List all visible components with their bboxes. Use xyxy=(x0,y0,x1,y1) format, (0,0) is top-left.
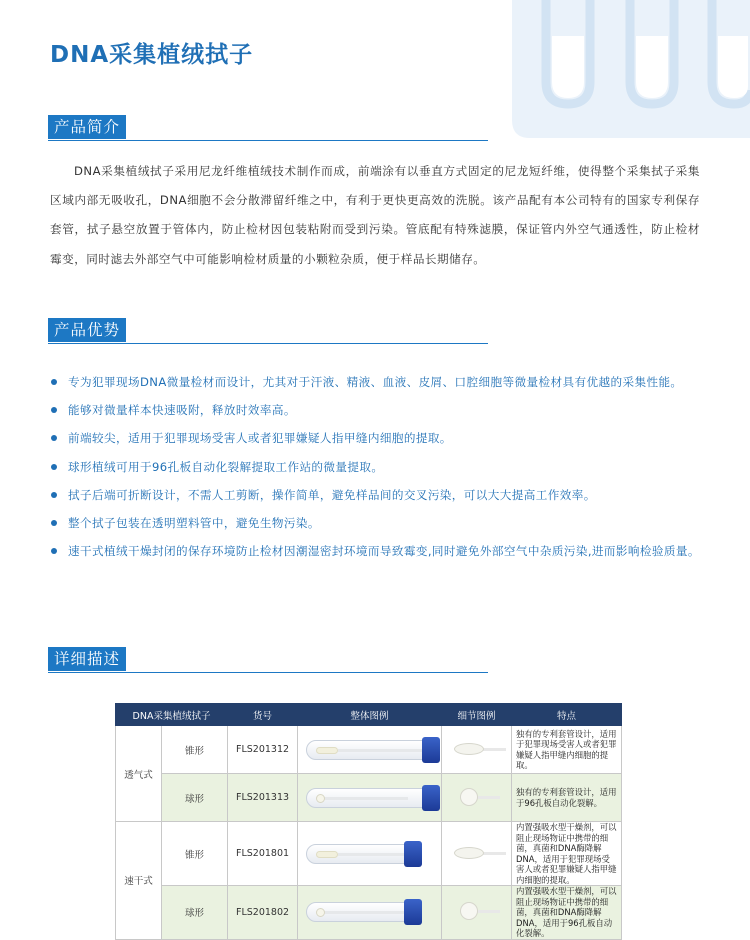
list-item: 拭子后端可折断设计，不需人工剪断，操作简单，避免样品间的交叉污染，可以大大提高工作效率。 xyxy=(50,481,700,509)
product-table xyxy=(115,703,622,940)
shape-cell: 锥形 xyxy=(162,726,228,774)
section-title-intro: 产品简介 xyxy=(48,115,126,139)
intro-paragraph: DNA采集植绒拭子采用尼龙纤维植绒技术制作而成，前端涂有以垂直方式固定的尼龙短纤维，使得整个采集拭子采集区域内部无吸收孔，DNA细胞不会分散滞留纤维之中，有利于更快更高效的洗脱。该产品配有本公司特有的国家专利保存套管，拭子悬空放置于管体内，防止检材因包装粘附而受到污染。管底配有特殊滤膜，保证管内外空气通透性，防止检材霉变，同时滤去外部空气中可能影响检材质量的小颗粒杂质，便于样品长期储存。 xyxy=(50,164,700,266)
shape-cell: 球形 xyxy=(162,774,228,822)
section-header-intro xyxy=(48,115,488,141)
section-divider xyxy=(48,672,488,673)
bullet-dot-icon xyxy=(51,407,57,413)
section-divider xyxy=(48,343,488,344)
swab-detail-image xyxy=(442,886,512,940)
list-item: 能够对微量样本快速吸附，释放时效率高。 xyxy=(50,396,700,424)
shape-cell: 锥形 xyxy=(162,822,228,886)
feature-cell: 独有的专利套管设计，适用于犯罪现场受害人或者犯罪嫌疑人指甲缝内细胞的提取。 xyxy=(512,726,622,774)
test-tubes-decoration xyxy=(512,0,750,138)
section-header-advantages xyxy=(48,318,488,344)
header-product: DNA采集植绒拭子 xyxy=(116,704,228,726)
table-row xyxy=(116,822,622,886)
swab-tube-image xyxy=(298,886,442,940)
feature-cell: 内置强吸水型干燥剂，可以阻止现场物证中携带的细菌，真菌和DNA酶降解DNA，适用于犯罪现场受害人或者犯罪嫌疑人指甲缝内细胞的提取。 xyxy=(512,822,622,886)
swab-detail-image xyxy=(442,774,512,822)
table-row xyxy=(116,774,622,822)
section-header-details xyxy=(48,647,488,673)
feature-cell: 独有的专利套管设计，适用于96孔板自动化裂解。 xyxy=(512,774,622,822)
feature-cell: 内置强吸水型干燥剂，可以阻止现场物证中携带的细菌，真菌和DNA酶降解DNA，适用于96孔板自动化裂解。 xyxy=(512,886,622,940)
code-cell: FLS201801 xyxy=(228,822,298,886)
bullet-dot-icon xyxy=(51,379,57,385)
bullet-dot-icon xyxy=(51,520,57,526)
group-name: 速干式 xyxy=(116,822,162,940)
page-title: DNA采集植绒拭子 xyxy=(50,42,254,68)
bullet-dot-icon xyxy=(51,492,57,498)
bullet-dot-icon xyxy=(51,435,57,441)
swab-tube-image xyxy=(298,822,442,886)
code-cell: FLS201312 xyxy=(228,726,298,774)
header-feature: 特点 xyxy=(512,704,622,726)
code-cell: FLS201313 xyxy=(228,774,298,822)
swab-tube-image xyxy=(298,774,442,822)
shape-cell: 球形 xyxy=(162,886,228,940)
swab-tube-image xyxy=(298,726,442,774)
bullet-dot-icon xyxy=(51,464,57,470)
bullet-dot-icon xyxy=(51,548,57,554)
table-row xyxy=(116,726,622,774)
list-item: 前端较尖，适用于犯罪现场受害人或者犯罪嫌疑人指甲缝内细胞的提取。 xyxy=(50,424,700,452)
advantages-list xyxy=(50,368,700,565)
table-row xyxy=(116,886,622,940)
list-item: 整个拭子包装在透明塑料管中，避免生物污染。 xyxy=(50,509,700,537)
swab-detail-image xyxy=(442,822,512,886)
list-item: 球形植绒可用于96孔板自动化裂解提取工作站的微量提取。 xyxy=(50,453,700,481)
header-code: 货号 xyxy=(228,704,298,726)
code-cell: FLS201802 xyxy=(228,886,298,940)
list-item: 速干式植绒干燥封闭的保存环境防止检材因潮湿密封环境而导致霉变,同时避免外部空气中杂质污染,进而影响检验质量。 xyxy=(50,537,700,565)
table-header-row xyxy=(116,704,622,726)
section-divider xyxy=(48,140,488,141)
list-item: 专为犯罪现场DNA微量检材而设计，尤其对于汗液、精液、血液、皮屑、口腔细胞等微量检材具有优越的采集性能。 xyxy=(50,368,700,396)
swab-detail-image xyxy=(442,726,512,774)
header-overall-image: 整体图例 xyxy=(298,704,442,726)
section-title-details: 详细描述 xyxy=(48,647,126,671)
header-detail-image: 细节图例 xyxy=(442,704,512,726)
section-title-advantages: 产品优势 xyxy=(48,318,126,342)
group-name: 透气式 xyxy=(116,726,162,822)
